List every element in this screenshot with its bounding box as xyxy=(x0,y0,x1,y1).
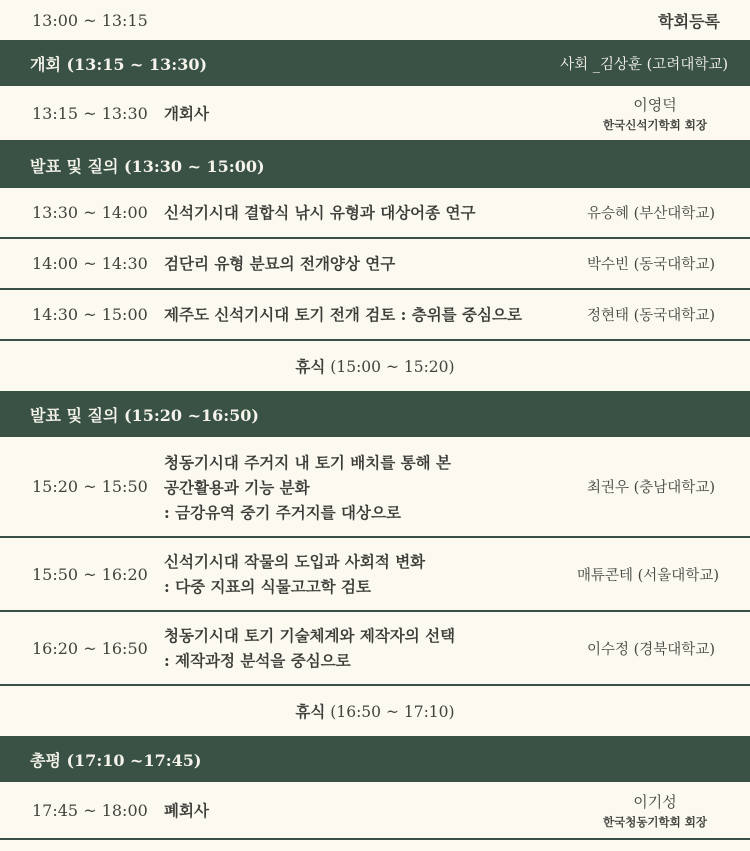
talk-title: 검단리 유형 분묘의 전개양상 연구 xyxy=(164,254,396,273)
session1-row xyxy=(0,290,750,341)
talk-time: 14:30 ~ 15:00 xyxy=(32,305,148,324)
talk-title: 신석기시대 결합식 낚시 유형과 대상어종 연구 xyxy=(164,203,476,222)
session2-header-label: 발표 및 질의 (15:20 ~16:50) xyxy=(30,405,259,425)
break1-label: 휴식 xyxy=(295,357,326,376)
talk-title-line: : 제작과정 분석을 중심으로 xyxy=(164,651,351,670)
opening-host: 사회 _김상훈 (고려대학교) xyxy=(560,56,728,73)
talk-title xyxy=(164,450,451,525)
talk-time: 15:20 ~ 15:50 xyxy=(32,477,148,496)
review-header xyxy=(0,736,750,782)
break2-time: (16:50 ~ 17:10) xyxy=(330,703,455,721)
opening-header-label: 개회 (13:15 ~ 13:30) xyxy=(30,54,208,74)
session2-row xyxy=(0,538,750,612)
break1-text xyxy=(0,355,750,377)
opening-speaker-name: 이영덕 xyxy=(633,96,677,114)
break1-row xyxy=(0,341,750,391)
closing-title: 폐회사 xyxy=(164,800,209,820)
session1-header xyxy=(0,142,750,188)
talk-time: 13:30 ~ 14:00 xyxy=(32,203,148,222)
opening-address-row xyxy=(0,86,750,142)
closing-speaker xyxy=(590,791,720,830)
talk-title-line: 청동기시대 주거지 내 토기 배치를 통해 본 xyxy=(164,453,451,472)
session2-header xyxy=(0,391,750,437)
break1-time: (15:00 ~ 15:20) xyxy=(330,358,455,376)
review-header-label: 총평 (17:10 ~17:45) xyxy=(30,750,202,770)
talk-speaker: 박수빈 (동국대학교) xyxy=(587,257,715,273)
talk-time: 15:50 ~ 16:20 xyxy=(32,564,148,584)
talk-speaker: 매튜콘테 (서울대학교) xyxy=(577,567,719,584)
talk-title-line: 청동기시대 토기 기술체계와 제작자의 선택 xyxy=(164,626,456,645)
session2-row xyxy=(0,437,750,538)
session1-row xyxy=(0,239,750,290)
talk-speaker: 최권우 (충남대학교) xyxy=(587,480,715,496)
talk-title xyxy=(164,623,455,673)
break2-text xyxy=(0,700,750,722)
talk-title-line: 공간활용과 기능 분화 xyxy=(164,478,310,497)
opening-address-title: 개회사 xyxy=(164,103,209,123)
opening-address-time: 13:15 ~ 13:30 xyxy=(32,103,148,123)
session1-row xyxy=(0,188,750,239)
talk-speaker: 정현태 (동국대학교) xyxy=(587,308,715,324)
talk-title-line: 신석기시대 작물의 도입과 사회적 변화 xyxy=(164,552,426,571)
session2-row xyxy=(0,612,750,686)
break2-label: 휴식 xyxy=(295,702,326,721)
talk-title-line: : 금강유역 중기 주거지를 대상으로 xyxy=(164,503,401,522)
talk-time: 16:20 ~ 16:50 xyxy=(32,638,148,658)
closing-time: 17:45 ~ 18:00 xyxy=(32,800,148,820)
registration-label: 학회등록 xyxy=(658,11,720,31)
talk-speaker: 이수정 (경북대학교) xyxy=(587,641,715,658)
closing-speaker-role: 한국청동기학회 회장 xyxy=(603,815,707,829)
opening-speaker-role: 한국신석기학회 회장 xyxy=(603,118,707,132)
opening-header xyxy=(0,40,750,86)
closing-row xyxy=(0,782,750,840)
talk-speaker: 유승혜 (부산대학교) xyxy=(587,206,715,222)
talk-time: 14:00 ~ 14:30 xyxy=(32,254,148,273)
registration-row xyxy=(0,0,750,40)
closing-speaker-name: 이기성 xyxy=(633,793,677,811)
talk-title xyxy=(164,549,425,599)
talk-title: 제주도 신석기시대 토기 전개 검토 : 층위를 중심으로 xyxy=(164,305,522,324)
registration-time: 13:00 ~ 13:15 xyxy=(32,10,148,30)
talk-title-line: : 다중 지표의 식물고고학 검토 xyxy=(164,577,371,596)
session1-header-label: 발표 및 질의 (13:30 ~ 15:00) xyxy=(30,156,265,176)
opening-address-speaker xyxy=(590,94,720,133)
break2-row xyxy=(0,686,750,736)
